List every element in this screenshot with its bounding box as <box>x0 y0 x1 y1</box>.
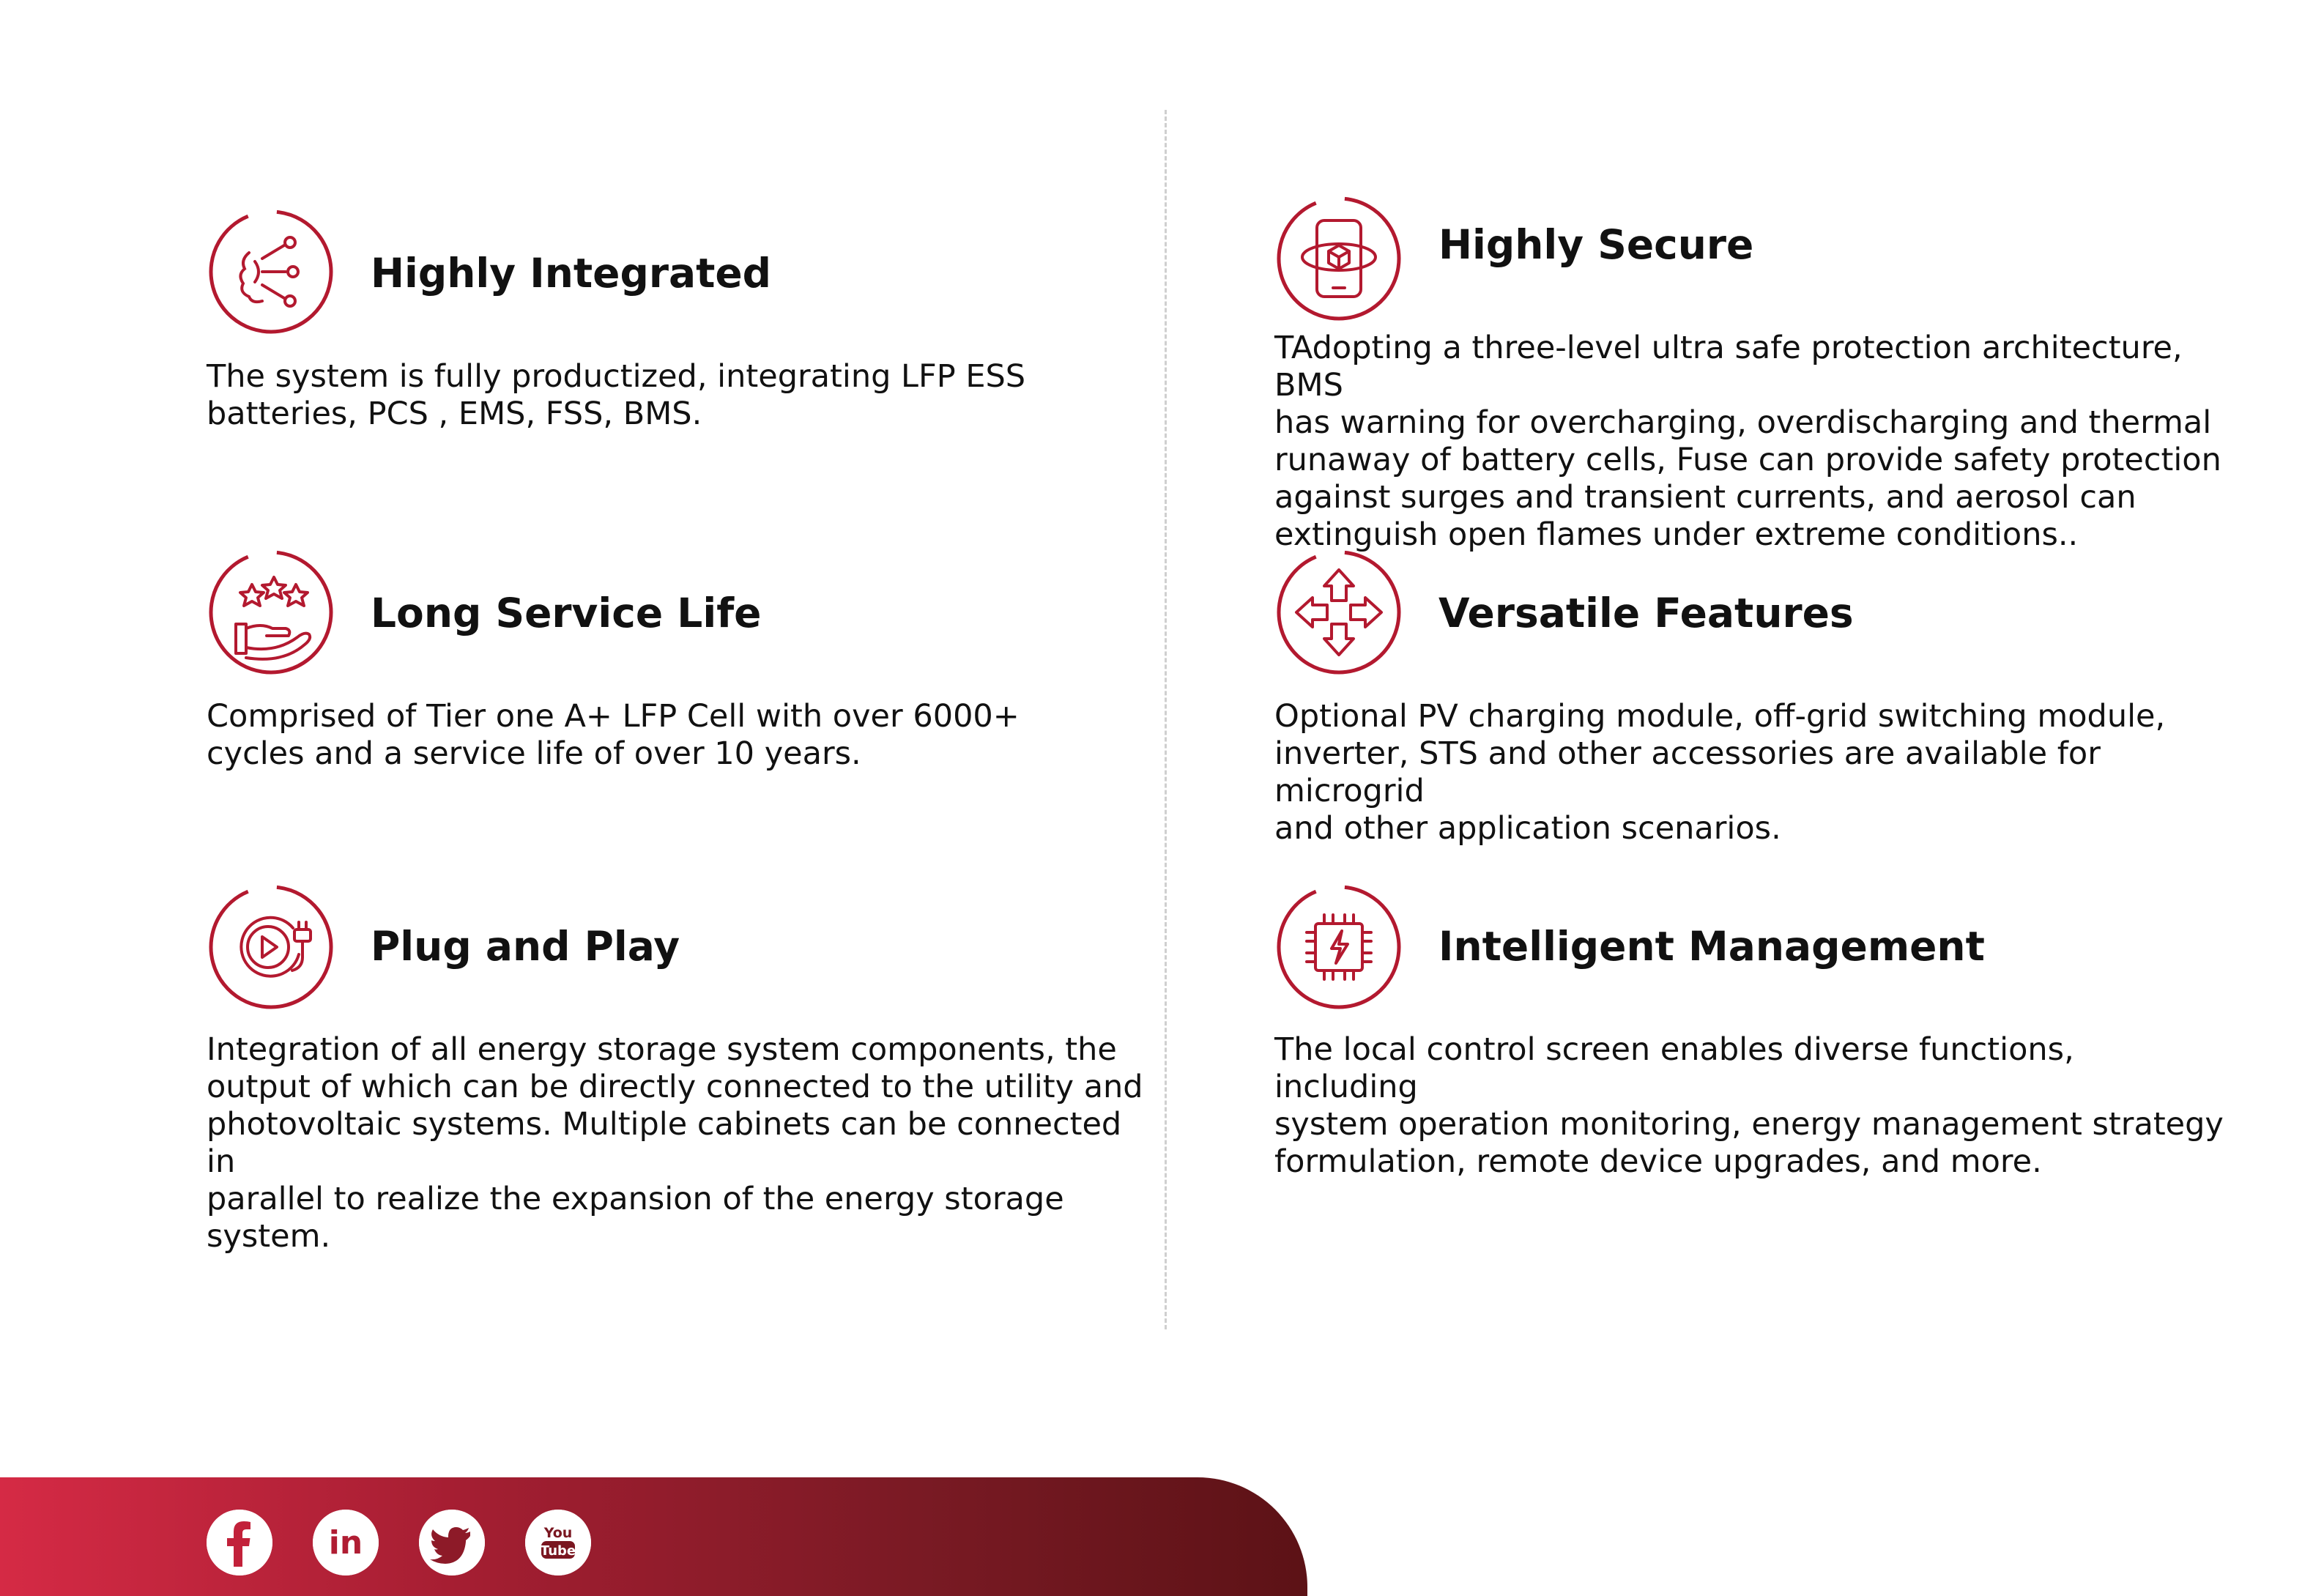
feature-title: Plug and Play <box>371 923 680 970</box>
feature-title: Highly Secure <box>1438 221 1754 268</box>
stars-hand-icon <box>207 548 335 677</box>
facebook-icon[interactable] <box>207 1510 272 1575</box>
chip-lightning-icon <box>1274 883 1403 1012</box>
feature-description: TAdopting a three-level ultra safe protection architecture, BMS has warning for overcharging, overdischarging and thermal runaway of battery cells, Fuse can provide safety protection against surges and transient currents, and aerosol can extinguish open flames under extreme conditions.. <box>1274 330 2221 553</box>
phone-shield-icon <box>1274 194 1403 323</box>
feature-title: Highly Integrated <box>371 250 772 297</box>
column-divider <box>1165 110 1167 1329</box>
feature-description: Integration of all energy storage system components, the output of which can be directly connected to the utility and photovoltaic systems. Multiple cabinets can be connected in parallel to realize the expansion of the energy storage system. <box>207 1031 1143 1255</box>
play-plug-icon <box>207 883 335 1012</box>
feature-title: Long Service Life <box>371 590 762 636</box>
feature-title: Intelligent Management <box>1438 923 1985 970</box>
feature-description: The system is fully productized, integrating LFP ESS batteries, PCS , EMS, FSS, BMS. <box>207 358 1026 432</box>
linkedin-label: in <box>328 1524 363 1562</box>
feature-title: Versatile Features <box>1438 590 1854 636</box>
feature-description: Comprised of Tier one A+ LFP Cell with over 6000+ cycles and a service life of over 10 years. <box>207 698 1020 772</box>
twitter-icon[interactable] <box>419 1510 485 1575</box>
youtube-icon[interactable] <box>525 1510 591 1575</box>
feature-description: Optional PV charging module, off-grid switching module, inverter, STS and other accessories are available for microgrid and other application scenarios. <box>1274 698 2166 847</box>
youtube-label-bottom: Tube <box>540 1543 576 1559</box>
linkedin-icon[interactable] <box>313 1510 379 1575</box>
arrows-expand-icon <box>1274 548 1403 677</box>
footer-bar <box>0 1477 1307 1596</box>
network-hand-icon <box>207 207 335 336</box>
feature-description: The local control screen enables diverse functions, including system operation monitoring, energy management strategy formulation, remote device upgrades, and more. <box>1274 1031 2224 1180</box>
youtube-label-top: You <box>543 1525 573 1541</box>
